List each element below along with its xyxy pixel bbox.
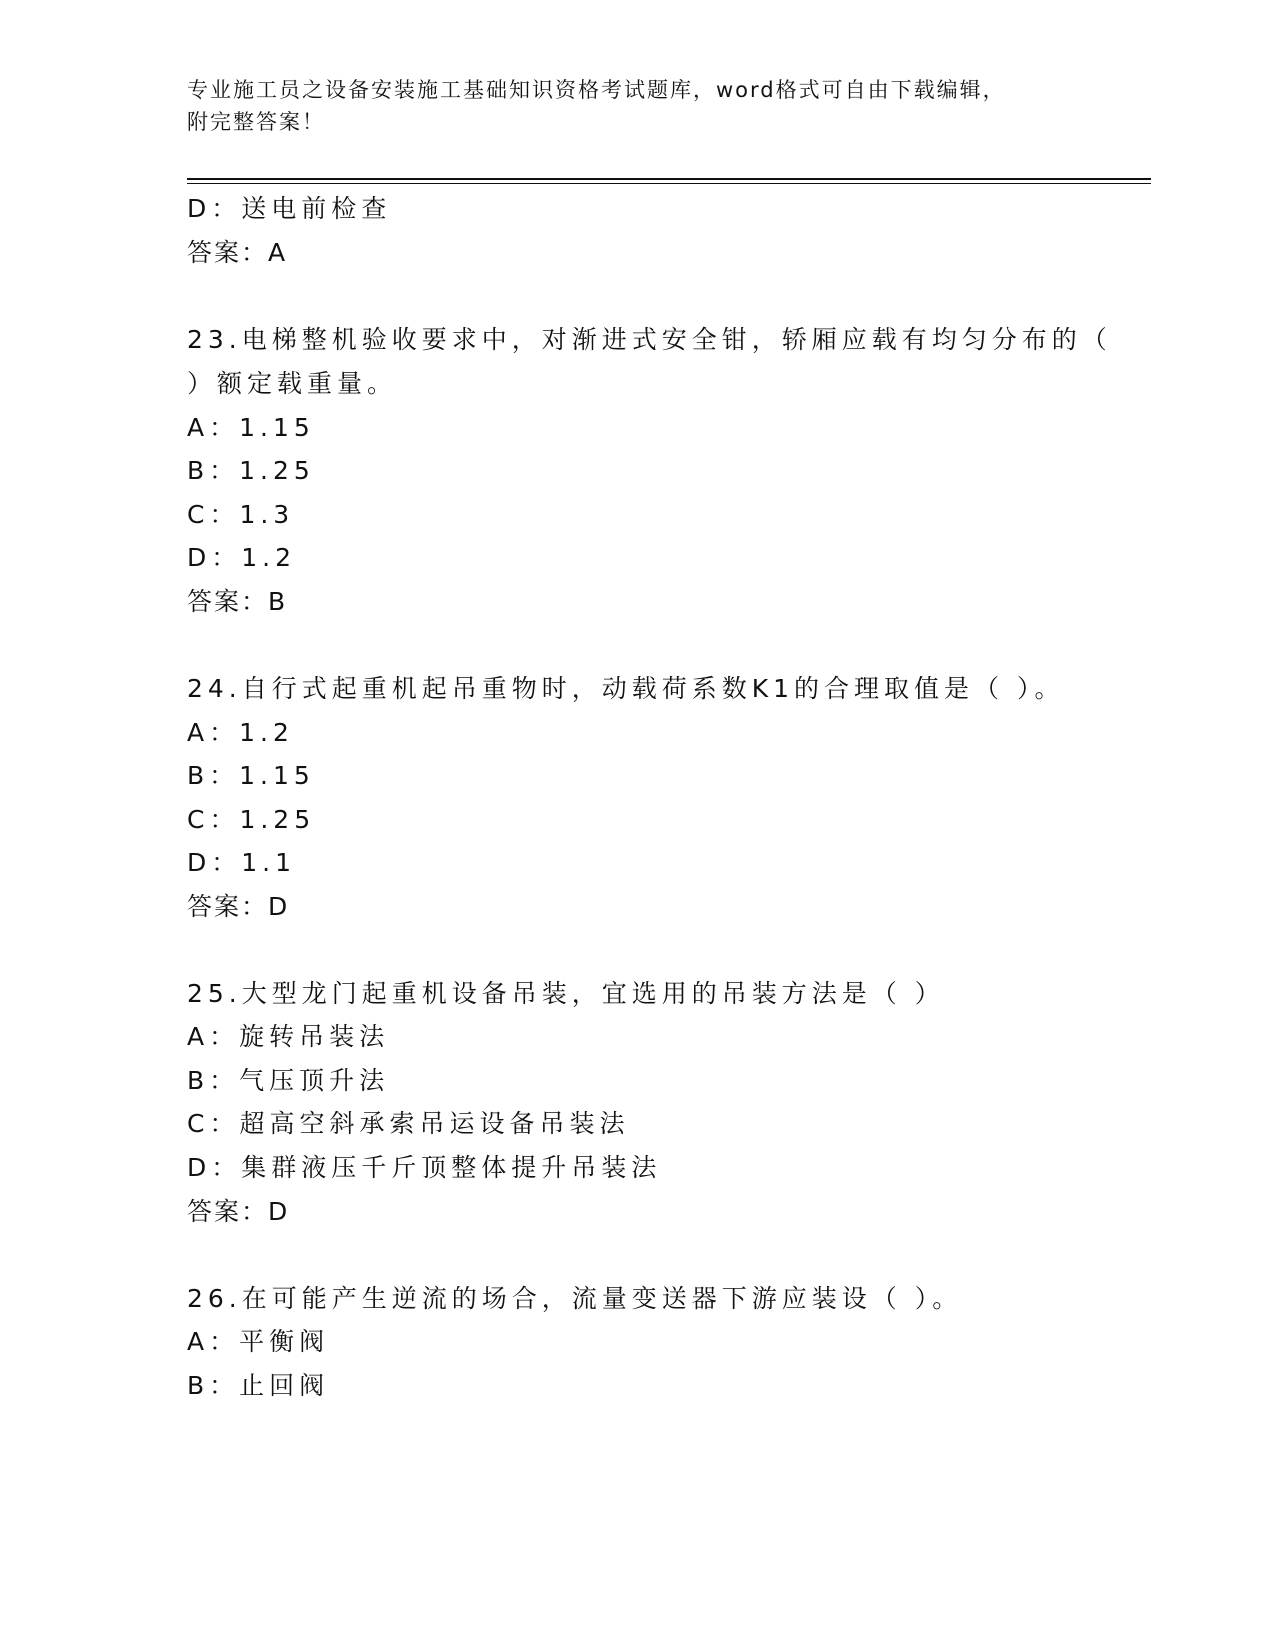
option-c-q25: C：超高空斜承索吊运设备吊装法 bbox=[187, 1109, 630, 1138]
option-a-q24: A：1.2 bbox=[187, 718, 294, 747]
option-b-q23: B：1.25 bbox=[187, 456, 315, 485]
header-divider-thin bbox=[187, 183, 1151, 184]
question-26: 26.在可能产生逆流的场合，流量变送器下游应装设（ ）。 bbox=[187, 1284, 963, 1313]
option-a-q26: A：平衡阀 bbox=[187, 1327, 330, 1356]
header-divider-thick bbox=[187, 178, 1151, 180]
option-b-q26: B：止回阀 bbox=[187, 1371, 330, 1400]
document-header bbox=[187, 74, 1087, 138]
option-a-q23: A：1.15 bbox=[187, 413, 315, 442]
header-line-2: 附完整答案！ bbox=[187, 110, 325, 134]
option-d-q24: D：1.1 bbox=[187, 848, 297, 877]
question-23-line-2: ）额定载重量。 bbox=[187, 369, 398, 398]
option-c-q24: C：1.25 bbox=[187, 805, 316, 834]
option-b-q25: B：气压顶升法 bbox=[187, 1066, 390, 1095]
option-d-q25: D：集群液压千斤顶整体提升吊装法 bbox=[187, 1153, 662, 1182]
option-b-q24: B：1.15 bbox=[187, 761, 315, 790]
option-d-q23: D：1.2 bbox=[187, 543, 297, 572]
question-24: 24.自行式起重机起吊重物时，动载荷系数K1的合理取值是（ ）。 bbox=[187, 674, 1065, 703]
header-line-1: 专业施工员之设备安装施工基础知识资格考试题库，word格式可自由下载编辑， bbox=[187, 78, 1006, 102]
option-a-q25: A：旋转吊装法 bbox=[187, 1022, 390, 1051]
answer-q24: 答案：D bbox=[187, 892, 290, 921]
answer-q25: 答案：D bbox=[187, 1197, 290, 1226]
answer-q22: 答案：A bbox=[187, 238, 288, 267]
question-23-line-1: 23.电梯整机验收要求中，对渐进式安全钳，轿厢应载有均匀分布的（ bbox=[187, 325, 1112, 354]
option-d-q22: D：送电前检查 bbox=[187, 194, 392, 223]
question-25: 25.大型龙门起重机设备吊装，宜选用的吊装方法是（ ） bbox=[187, 979, 945, 1008]
option-c-q23: C：1.3 bbox=[187, 500, 295, 529]
answer-q23: 答案：B bbox=[187, 587, 288, 616]
